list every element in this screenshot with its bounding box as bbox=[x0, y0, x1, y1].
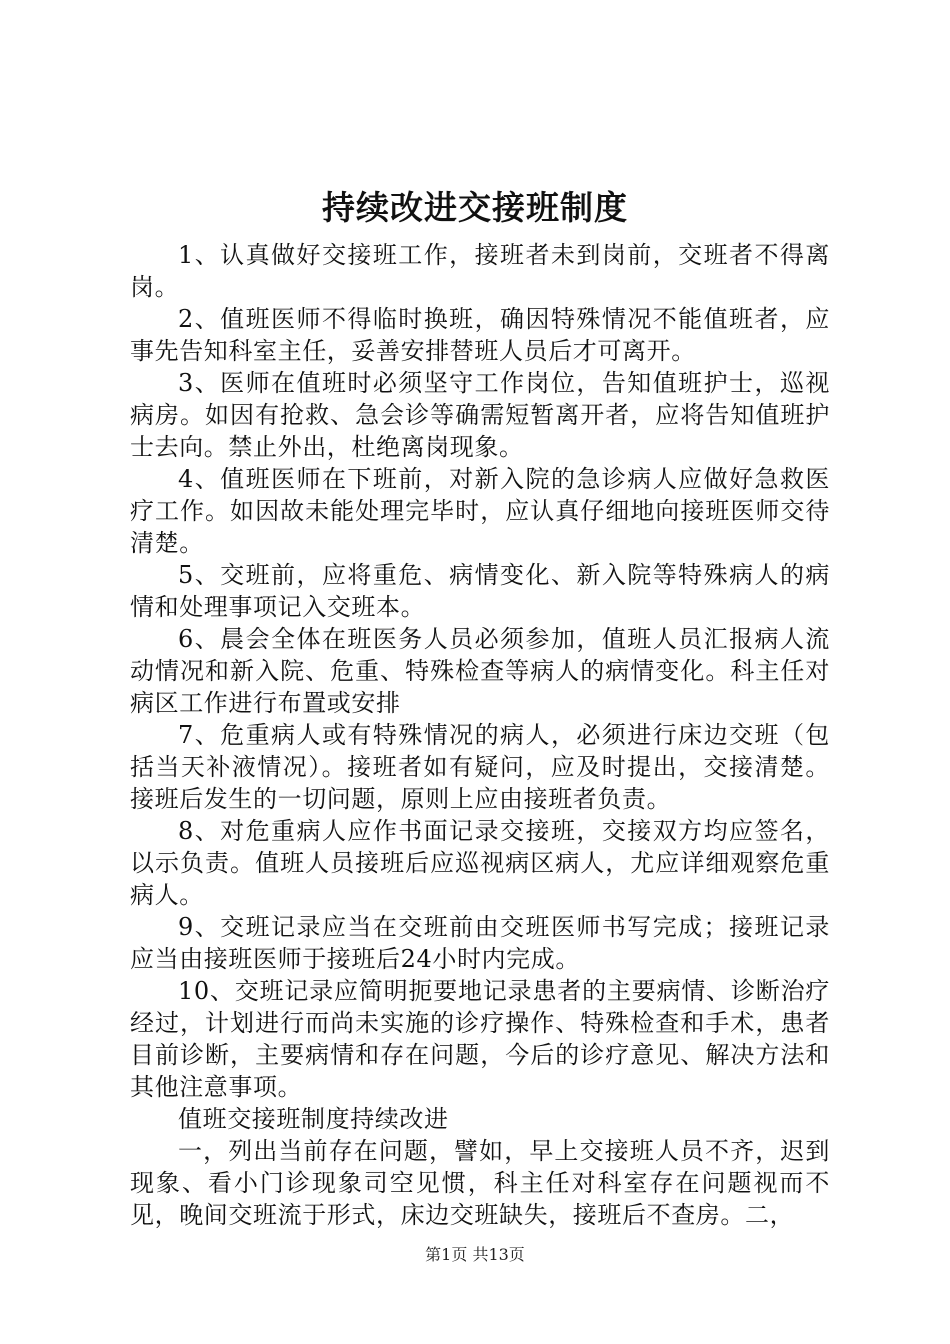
paragraph-final: 一，列出当前存在问题，譬如，早上交接班人员不齐，迟到现象、看小门诊现象司空见惯，科主任对科室存在问题视而不见，晚间交班流于形式，床边交班缺失，接班后不查房。二， bbox=[130, 1137, 830, 1229]
paragraph-2: 2、值班医师不得临时换班，确因特殊情况不能值班者，应事先告知科室主任，妥善安排替班人员后才可离开。 bbox=[130, 305, 830, 365]
page-number-footer: 第1页 共13页 bbox=[425, 1245, 525, 1264]
document-title: 持续改进交接班制度 bbox=[322, 188, 628, 227]
paragraph-8: 8、对危重病人应作书面记录交接班，交接双方均应签名，以示负责。值班人员接班后应巡视病区病人，尤应详细观察危重病人。 bbox=[130, 817, 830, 909]
paragraph-1: 1、认真做好交接班工作，接班者未到岗前，交班者不得离岗。 bbox=[130, 241, 830, 301]
paragraph-10: 10、交班记录应简明扼要地记录患者的主要病情、诊断治疗经过，计划进行而尚未实施的诊疗操作、特殊检查和手术，患者目前诊断，主要病情和存在问题，今后的诊疗意见、解决方法和其他注意事项。 bbox=[130, 977, 830, 1101]
paragraph-4: 4、值班医师在下班前，对新入院的急诊病人应做好急救医疗工作。如因故未能处理完毕时，应认真仔细地向接班医师交待清楚。 bbox=[130, 465, 830, 557]
paragraph-9: 9、交班记录应当在交班前由交班医师书写完成；接班记录应当由接班医师于接班后24小时内完成。 bbox=[130, 913, 830, 973]
paragraph-5: 5、交班前，应将重危、病情变化、新入院等特殊病人的病情和处理事项记入交班本。 bbox=[130, 561, 830, 621]
document-body bbox=[130, 239, 830, 1231]
paragraph-7: 7、危重病人或有特殊情况的病人，必须进行床边交班（包括当天补液情况）。接班者如有疑问，应及时提出，交接清楚。接班后发生的一切问题，原则上应由接班者负责。 bbox=[130, 721, 830, 813]
paragraph-3: 3、医师在值班时必须坚守工作岗位，告知值班护士，巡视病房。如因有抢救、急会诊等确需短暂离开者，应将告知值班护士去向。禁止外出，杜绝离岗现象。 bbox=[130, 369, 830, 461]
paragraph-6: 6、晨会全体在班医务人员必须参加，值班人员汇报病人流动情况和新入院、危重、特殊检查等病人的病情变化。科主任对病区工作进行布置或安排 bbox=[130, 625, 830, 717]
section-subheading: 值班交接班制度持续改进 bbox=[178, 1105, 449, 1133]
